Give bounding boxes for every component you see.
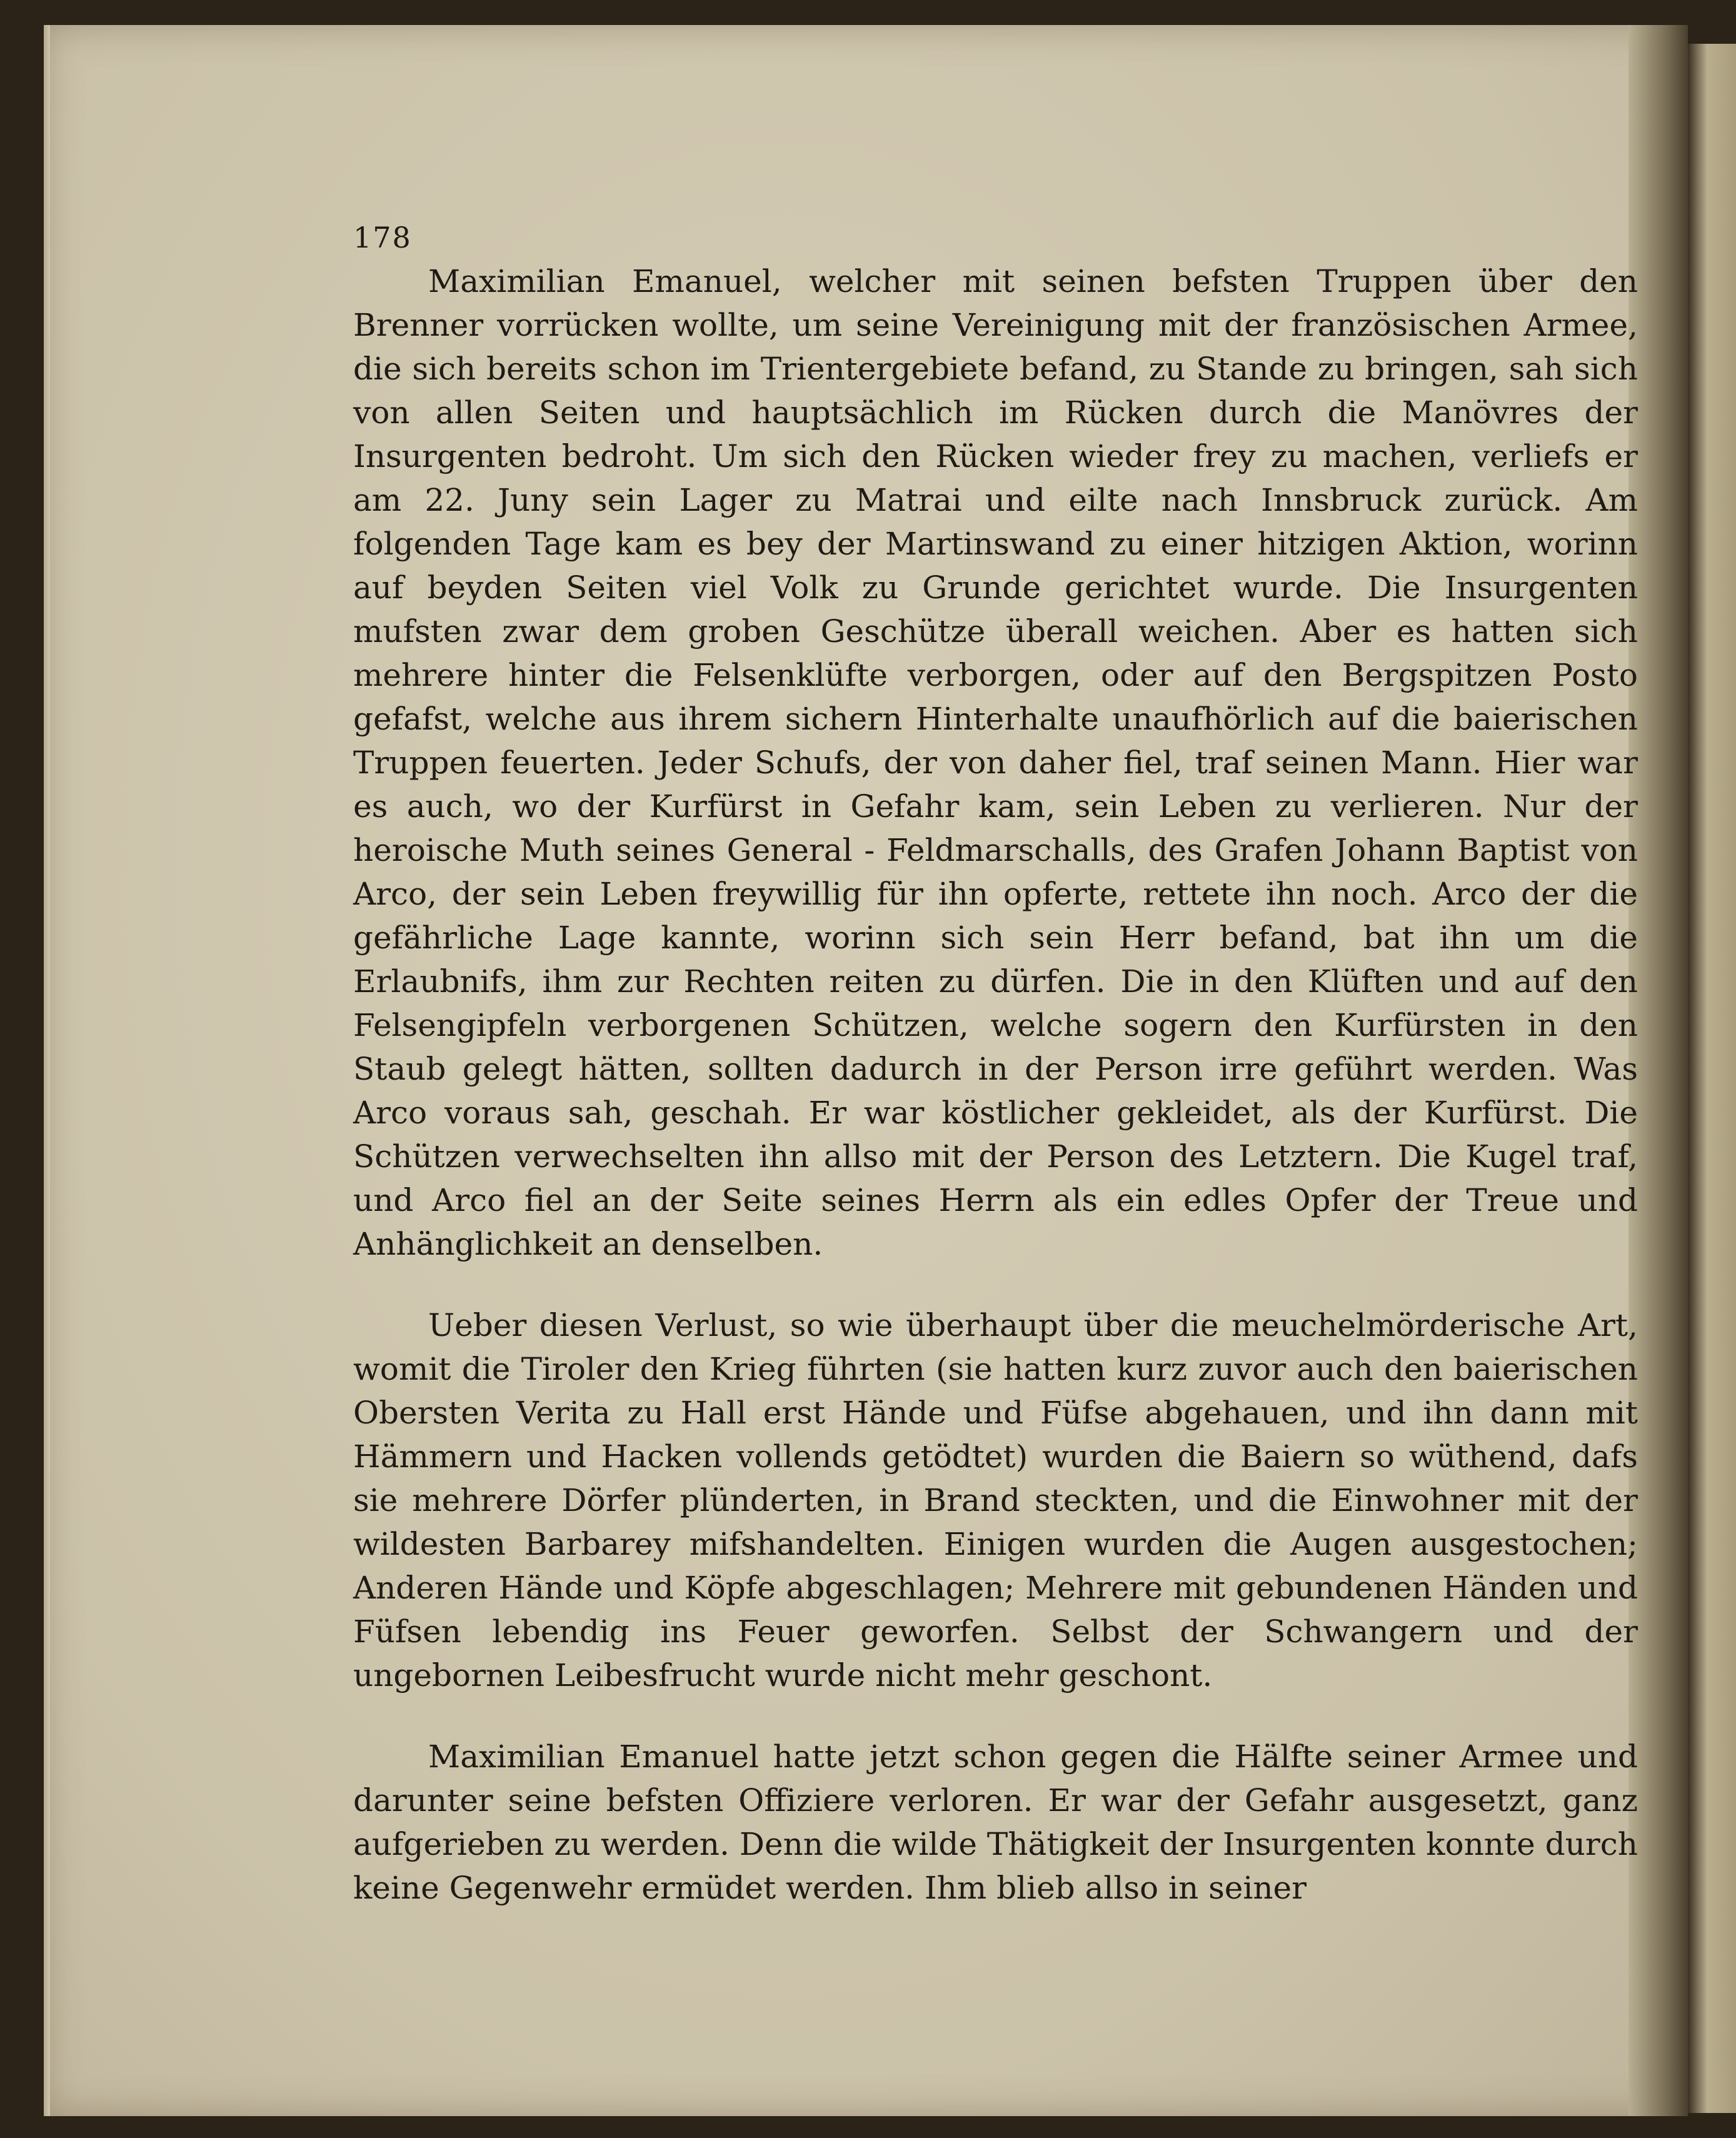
paragraph-1: Maximilian Emanuel, welcher mit seinen befsten Truppen über den Brenner vorrücken wollte, um seine Vereinigung mit der französischen Armee, die sich bereits schon im Trientergebiete befand, zu Stande zu bringen, sah sich von allen Seiten und hauptsächlich im Rücken durch die Manövres der Insurgenten bedroht. Um sich den Rücken wieder frey zu machen, verliefs er am 22. Juny sein Lager zu Matrai und eilte nach Innsbruck zurück. Am folgenden Tage kam es bey der Martinswand zu einer hitzigen Aktion, worinn auf beyden Seiten viel Volk zu Grunde gerichtet wurde. Die Insurgenten mufsten zwar dem groben Geschütze überall weichen. Aber es hatten sich mehrere hinter die Felsenklüfte verborgen, oder auf den Bergspitzen Posto gefafst, welche aus ihrem sichern Hinterhalte unaufhörlich auf die baierischen Truppen feuerten. Jeder Schufs, der von daher fiel, traf seinen Mann. Hier war es auch, wo der Kurfürst in Gefahr kam, sein Leben zu verlieren. Nur der heroische Muth seines General - Feldmarschalls, des Grafen Johann Baptist von Arco, der sein Leben freywillig für ihn opferte, rettete ihn noch. Arco der die gefährliche Lage kannte, worinn sich sein Herr befand, bat ihn um die Erlaubnifs, ihm zur Rechten reiten zu dürfen. Die in den Klüften und auf den Felsengipfeln verborgenen Schützen, welche sogern den Kurfürsten in den Staub gelegt hätten, sollten dadurch in der Person irre geführt werden. Was Arco voraus sah, geschah. Er war köstlicher gekleidet, als der Kurfürst. Die Schützen verwechselten ihn allso mit der Person des Letztern. Die Kugel traf, und Arco fiel an der Seite seines Herrn als ein edles Opfer der Treue und Anhänglichkeit an denselben.: [353, 263, 1638, 1262]
paragraph-2: Ueber diesen Verlust, so wie überhaupt über die meuchelmörderische Art, womit die Tiroler den Krieg führten (sie hatten kurz zuvor auch den baierischen Obersten Verita zu Hall erst Hände und Füfse abgehauen, und ihn dann mit Hämmern und Hacken vollends getödtet) wurden die Baiern so wüthend, dafs sie mehrere Dörfer plünderten, in Brand steckten, und die Einwohner mit der wildesten Barbarey mifshandelten. Einigen wurden die Augen ausgestochen; Anderen Hände und Köpfe abgeschlagen; Mehrere mit gebundenen Händen und Füfsen lebendig ins Feuer geworfen. Selbst der Schwangern und der ungebornen Leibesfrucht wurde nicht mehr geschont.: [353, 1307, 1638, 1694]
page-text: [353, 216, 1638, 1910]
paragraph-3: Maximilian Emanuel hatte jetzt schon gegen die Hälfte seiner Armee und darunter seine befsten Offiziere verloren. Er war der Gefahr ausgesetzt, ganz aufgerieben zu werden. Denn die wilde Thätigkeit der Insurgenten konnte durch keine Gegenwehr ermüdet werden. Ihm blieb allso in seiner: [353, 1739, 1638, 1906]
page-number: 178: [353, 221, 412, 254]
next-page-edge: [1688, 44, 1736, 2113]
page-edge: [44, 25, 50, 2116]
